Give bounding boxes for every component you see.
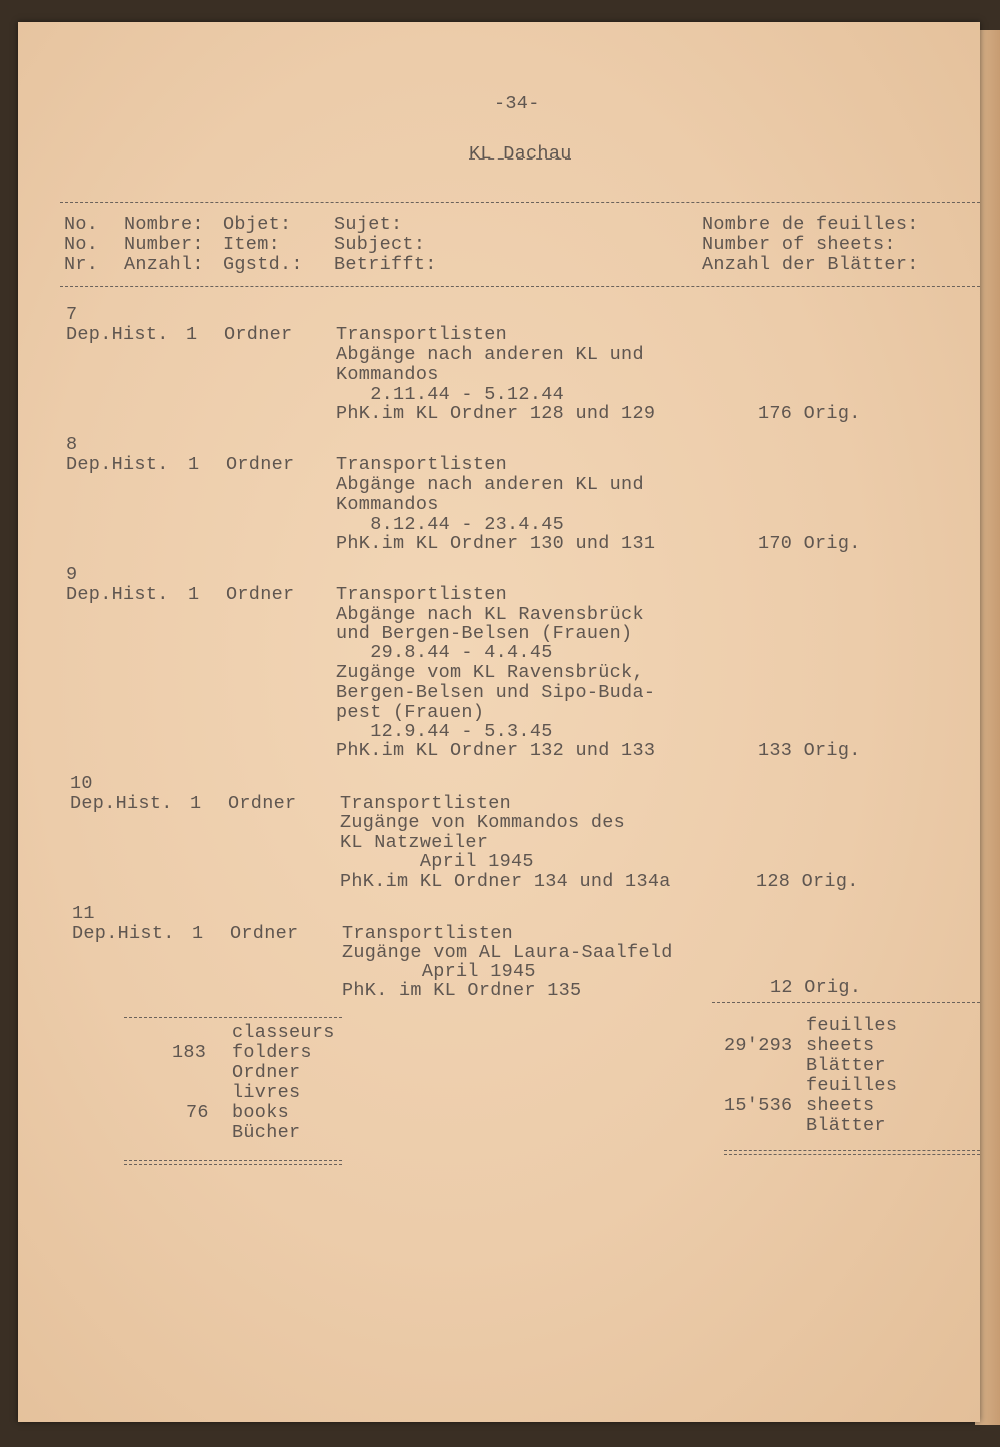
header-subject-fr: Sujet:: [334, 214, 403, 235]
entry-subject-line: Kommandos: [336, 364, 439, 385]
entry-item: Ordner: [226, 454, 295, 475]
entry-subject-line: PhK.im KL Ordner 128 und 129: [336, 403, 656, 424]
folders-label: classeurs: [232, 1022, 335, 1043]
entry-sheets: 12 Orig.: [770, 977, 862, 998]
header-item-de: Ggstd.:: [223, 254, 303, 275]
page-number: -34-: [494, 93, 540, 114]
entry-ref: Dep.Hist.: [70, 793, 173, 814]
sheets-label: sheets: [806, 1035, 875, 1056]
entry-subject-line: Transportlisten: [336, 584, 508, 605]
entry-subject-line: 8.12.44 - 23.4.45: [336, 514, 565, 535]
header-no-de: Nr.: [64, 254, 99, 275]
entry-sheets: 133 Orig.: [758, 740, 861, 761]
header-top-rule: [60, 202, 980, 203]
header-no-fr: No.: [64, 214, 99, 235]
entry-item: Ordner: [226, 584, 295, 605]
document-page: [18, 22, 980, 1422]
header-sheets-en: Number of sheets:: [702, 234, 896, 255]
entry-subject-line: Abgänge nach anderen KL und: [336, 474, 644, 495]
entry-subject-line: 2.11.44 - 5.12.44: [336, 384, 565, 405]
entry-ref: Dep.Hist.: [72, 923, 175, 944]
entry-subject-line: April 1945: [340, 851, 534, 872]
entry-subject-line: Kommandos: [336, 494, 439, 515]
document-title: KL Dachau: [469, 143, 572, 164]
header-item-fr: Objet:: [223, 214, 292, 235]
entry-subject-line: PhK.im KL Ordner 134 und 134a: [340, 871, 671, 892]
header-count-en: Number:: [124, 234, 204, 255]
entry-subject-line: April 1945: [342, 961, 536, 982]
entry-sheets: 128 Orig.: [756, 871, 859, 892]
entry-count: 1: [188, 584, 200, 605]
folders-label: folders: [232, 1042, 312, 1063]
books-label: books: [232, 1102, 290, 1123]
orig-label: sheets: [806, 1095, 875, 1116]
entry-subject-line: PhK.im KL Ordner 132 und 133: [336, 740, 656, 761]
entry-subject-line: Zugänge vom AL Laura-Saalfeld: [342, 942, 673, 963]
folders-count: 183: [172, 1042, 207, 1063]
entry-number: 9: [66, 564, 78, 585]
header-count-de: Anzahl:: [124, 254, 204, 275]
orig-label: Blätter: [806, 1115, 886, 1136]
header-count-fr: Nombre:: [124, 214, 204, 235]
entry-subject-line: Bergen-Belsen und Sipo-Buda-: [336, 682, 656, 703]
entry-subject-line: Abgänge nach KL Ravensbrück: [336, 604, 644, 625]
entry-subject-line: PhK.im KL Ordner 130 und 131: [336, 533, 656, 554]
entry-subject-line: KL Natzweiler: [340, 832, 489, 853]
header-bottom-rule: [60, 286, 980, 287]
totals-left-bottom-rule: [124, 1160, 342, 1165]
entry-item: Ordner: [224, 324, 293, 345]
entry-subject-line: pest (Frauen): [336, 702, 485, 723]
totals-left-top-rule: [124, 1017, 342, 1018]
entry-number: 8: [66, 434, 78, 455]
sheets-label: Blätter: [806, 1055, 886, 1076]
header-no-en: No.: [64, 234, 99, 255]
entry-ref: Dep.Hist.: [66, 324, 169, 345]
folders-label: Ordner: [232, 1062, 301, 1083]
entry-number: 7: [66, 304, 78, 325]
entry-number: 11: [72, 903, 95, 924]
entry-subject-line: und Bergen-Belsen (Frauen): [336, 623, 633, 644]
entry-count: 1: [186, 324, 198, 345]
entry-count: 1: [188, 454, 200, 475]
entry-subject-line: Transportlisten: [342, 923, 514, 944]
totals-right-top-rule: [712, 1002, 980, 1003]
header-item-en: Item:: [223, 234, 281, 255]
header-subject-de: Betrifft:: [334, 254, 437, 275]
entry-subject-line: Transportlisten: [336, 324, 508, 345]
entry-subject-line: Zugänge vom KL Ravensbrück,: [336, 662, 644, 683]
entry-subject-line: 12.9.44 - 5.3.45: [336, 721, 553, 742]
sheets-total: 29'293: [724, 1035, 793, 1056]
entry-subject-line: Transportlisten: [336, 454, 508, 475]
header-sheets-fr: Nombre de feuilles:: [702, 214, 919, 235]
orig-label: feuilles: [806, 1075, 898, 1096]
entry-count: 1: [192, 923, 204, 944]
entry-item: Ordner: [228, 793, 297, 814]
sheets-label: feuilles: [806, 1015, 898, 1036]
entry-subject-line: Transportlisten: [340, 793, 512, 814]
entry-count: 1: [190, 793, 202, 814]
orig-total: 15'536: [724, 1095, 793, 1116]
entry-ref: Dep.Hist.: [66, 584, 169, 605]
totals-right-bottom-rule: [724, 1150, 980, 1155]
entry-subject-line: Zugänge von Kommandos des: [340, 812, 626, 833]
entry-subject-line: Abgänge nach anderen KL und: [336, 344, 644, 365]
entry-sheets: 176 Orig.: [758, 403, 861, 424]
books-label: Bücher: [232, 1122, 301, 1143]
header-subject-en: Subject:: [334, 234, 426, 255]
books-label: livres: [232, 1082, 301, 1103]
entry-item: Ordner: [230, 923, 299, 944]
books-count: 76: [186, 1102, 209, 1123]
entry-subject-line: 29.8.44 - 4.4.45: [336, 642, 553, 663]
entry-number: 10: [70, 773, 93, 794]
entry-ref: Dep.Hist.: [66, 454, 169, 475]
header-sheets-de: Anzahl der Blätter:: [702, 254, 919, 275]
entry-subject-line: PhK. im KL Ordner 135: [342, 980, 582, 1001]
entry-sheets: 170 Orig.: [758, 533, 861, 554]
